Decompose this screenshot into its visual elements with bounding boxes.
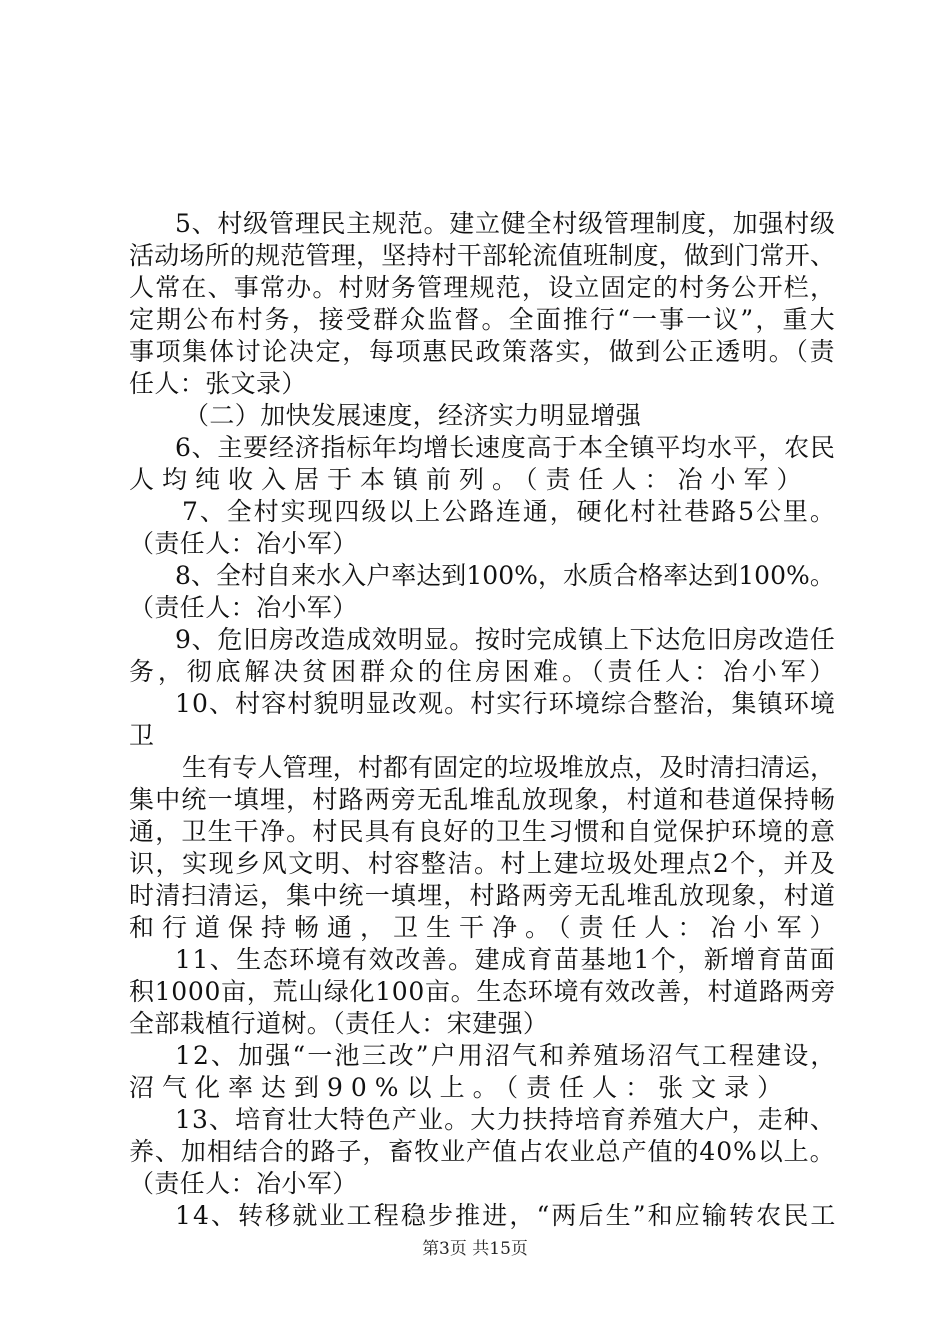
text-line: 时清扫清运，集中统一填埋，村路两旁无乱堆乱放现象，村道 [129, 881, 837, 910]
text-line: 和行道保持畅通，卫生干净。（责任人：冶小军） [129, 913, 843, 942]
section-heading: （二）加快发展速度，经济实力明显增强 [184, 401, 642, 430]
text-line: 积1000亩，荒山绿化100亩。生态环境有效改善，村道路两旁 [129, 977, 837, 1006]
text-line: 集中统一填埋，村路两旁无乱堆乱放现象，村道和巷道保持畅 [129, 785, 837, 814]
text-line: 通，卫生干净。村民具有良好的卫生习惯和自觉保护环境的意 [129, 817, 837, 846]
text-line: （责任人：冶小军） [129, 529, 358, 558]
text-line: 识，实现乡风文明、村容整洁。村上建垃圾处理点2个，并及 [129, 849, 837, 878]
text-line: 任人：张文录） [129, 369, 307, 398]
text-line: （责任人：冶小军） [129, 1169, 358, 1198]
text-line: 务，彻底解决贫困群众的住房困难。（责任人：冶小军） [129, 657, 839, 686]
text-line: 人常在、事常办。村财务管理规范，设立固定的村务公开栏， [129, 273, 837, 302]
text-line: 人均纯收入居于本镇前列。（责任人：冶小军） [129, 465, 810, 494]
text-line: 养、加相结合的路子，畜牧业产值占农业总产值的40%以上。 [129, 1137, 836, 1166]
text-line: 全部栽植行道树。（责任人：宋建强） [129, 1009, 549, 1038]
text-line: 14、转移就业工程稳步推进，“两后生”和应输转农民工 [175, 1201, 838, 1230]
text-line: 卫 [129, 721, 155, 750]
text-line: 6、主要经济指标年均增长速度高于本全镇平均水平，农民 [175, 433, 836, 462]
text-line: 9、危旧房改造成效明显。按时完成镇上下达危旧房改造任 [175, 625, 836, 654]
text-line: （责任人：冶小军） [129, 593, 358, 622]
text-line: 12、加强“一池三改”户用沼气和养殖场沼气工程建设， [175, 1041, 838, 1070]
text-line: 10、村容村貌明显改观。村实行环境综合整治，集镇环境 [175, 689, 836, 718]
text-line: 7、全村实现四级以上公路连通，硬化村社巷路5公里。 [182, 497, 837, 526]
text-line: 事项集体讨论决定，每项惠民政策落实，做到公正透明。（责 [129, 337, 837, 366]
page-number-footer: 第3页 共15页 [422, 1239, 528, 1259]
text-line: 沼气化率达到90%以上。（责任人：张文录） [129, 1073, 791, 1102]
text-line: 定期公布村务，接受群众监督。全面推行“一事一议”，重大 [129, 305, 837, 334]
text-line: 活动场所的规范管理，坚持村干部轮流值班制度，做到门常开、 [129, 241, 836, 270]
text-line: 11、生态环境有效改善。建成育苗基地1个，新增育苗面 [175, 945, 837, 974]
text-line: 生有专人管理，村都有固定的垃圾堆放点，及时清扫清运， [182, 753, 836, 782]
text-line: 13、培育壮大特色产业。大力扶持培育养殖大户，走种、 [175, 1105, 836, 1134]
text-line: 5、村级管理民主规范。建立健全村级管理制度，加强村级 [175, 209, 836, 238]
text-line: 8、全村自来水入户率达到100%，水质合格率达到100%。 [175, 561, 835, 590]
